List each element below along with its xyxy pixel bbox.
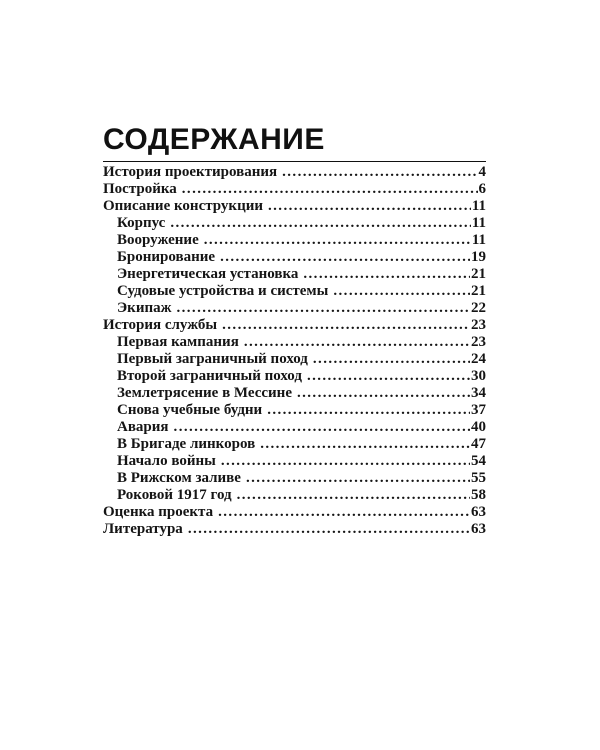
toc-entry-page-number: 30 — [471, 368, 486, 384]
dot-leader — [333, 283, 470, 300]
dot-leader — [218, 504, 470, 521]
dot-leader — [307, 368, 470, 385]
dot-leader — [260, 436, 470, 453]
toc-entry-page-number: 21 — [471, 266, 486, 282]
toc-entry-page-number: 4 — [478, 164, 486, 180]
toc-entry-label: В Бригаде линкоров — [117, 436, 256, 452]
toc-title: СОДЕРЖАНИЕ — [103, 123, 325, 156]
toc-entry-page-number: 63 — [471, 521, 486, 537]
toc-entry-label: Экипаж — [117, 300, 172, 316]
toc-entry-label: История службы — [103, 317, 218, 333]
toc-entry-page-number: 23 — [471, 317, 486, 333]
toc-entry-page-number: 54 — [471, 453, 486, 469]
toc-subentry — [103, 351, 486, 368]
toc-entry-label: Постройка — [103, 181, 177, 197]
table-of-contents — [103, 125, 486, 538]
dot-leader — [268, 198, 471, 215]
toc-entry-label: Землетрясение в Мессине — [117, 385, 292, 401]
toc-entry-page-number: 21 — [471, 283, 486, 299]
toc-entry-page-number: 47 — [471, 436, 486, 452]
toc-entry-label: Снова учебные будни — [117, 402, 263, 418]
toc-entry-label: Авария — [117, 419, 169, 435]
toc-subentry — [103, 232, 486, 249]
dot-leader — [282, 164, 477, 181]
dot-leader — [313, 351, 470, 368]
toc-list — [103, 164, 486, 538]
dot-leader — [188, 521, 470, 538]
toc-subentry — [103, 283, 486, 300]
toc-subentry — [103, 249, 486, 266]
dot-leader — [303, 266, 470, 283]
toc-entry-label: Второй заграничный поход — [117, 368, 302, 384]
dot-leader — [174, 419, 470, 436]
toc-entry-page-number: 55 — [471, 470, 486, 486]
toc-subentry — [103, 334, 486, 351]
toc-entry-page-number: 23 — [471, 334, 486, 350]
dot-leader — [176, 300, 470, 317]
dot-leader — [204, 232, 471, 249]
toc-subentry — [103, 300, 486, 317]
toc-entry-page-number: 19 — [471, 249, 486, 265]
toc-subentry — [103, 385, 486, 402]
toc-entry — [103, 181, 486, 198]
dot-leader — [246, 470, 470, 487]
dot-leader — [244, 334, 470, 351]
toc-entry-label: Роковой 1917 год — [117, 487, 232, 503]
toc-subentry — [103, 402, 486, 419]
toc-entry — [103, 504, 486, 521]
toc-entry-page-number: 11 — [471, 215, 486, 231]
toc-entry — [103, 198, 486, 215]
toc-entry-page-number: 58 — [471, 487, 486, 503]
toc-entry-page-number: 40 — [471, 419, 486, 435]
toc-entry-label: История проектирования — [103, 164, 278, 180]
dot-leader — [220, 249, 470, 266]
toc-entry-page-number: 11 — [471, 198, 486, 214]
toc-subentry — [103, 215, 486, 232]
toc-entry-page-number: 22 — [471, 300, 486, 316]
toc-entry-label: Оценка проекта — [103, 504, 214, 520]
title-divider — [103, 161, 486, 162]
toc-entry-label: Бронирование — [117, 249, 216, 265]
toc-entry — [103, 521, 486, 538]
toc-entry-page-number: 37 — [471, 402, 486, 418]
toc-entry-label: В Рижском заливе — [117, 470, 241, 486]
dot-leader — [297, 385, 470, 402]
toc-entry — [103, 317, 486, 334]
dot-leader — [170, 215, 471, 232]
toc-entry-label: Вооружение — [117, 232, 199, 248]
toc-subentry — [103, 368, 486, 385]
toc-entry-page-number: 34 — [471, 385, 486, 401]
dot-leader — [221, 453, 470, 470]
toc-subentry — [103, 470, 486, 487]
dot-leader — [182, 181, 478, 198]
toc-subentry — [103, 487, 486, 504]
toc-subentry — [103, 266, 486, 283]
toc-entry — [103, 164, 486, 181]
toc-entry-label: Первая кампания — [117, 334, 239, 350]
toc-entry-page-number: 63 — [471, 504, 486, 520]
toc-entry-label: Описание конструкции — [103, 198, 263, 214]
toc-entry-page-number: 24 — [471, 351, 486, 367]
toc-entry-label: Корпус — [117, 215, 166, 231]
dot-leader — [222, 317, 470, 334]
toc-entry-label: Судовые устройства и системы — [117, 283, 329, 299]
toc-entry-label: Начало войны — [117, 453, 216, 469]
toc-entry-page-number: 11 — [471, 232, 486, 248]
toc-subentry — [103, 419, 486, 436]
dot-leader — [267, 402, 470, 419]
toc-subentry — [103, 453, 486, 470]
toc-entry-page-number: 6 — [478, 181, 486, 197]
toc-entry-label: Энергетическая установка — [117, 266, 299, 282]
dot-leader — [237, 487, 470, 504]
toc-entry-label: Первый заграничный поход — [117, 351, 308, 367]
toc-entry-label: Литература — [103, 521, 183, 537]
toc-subentry — [103, 436, 486, 453]
